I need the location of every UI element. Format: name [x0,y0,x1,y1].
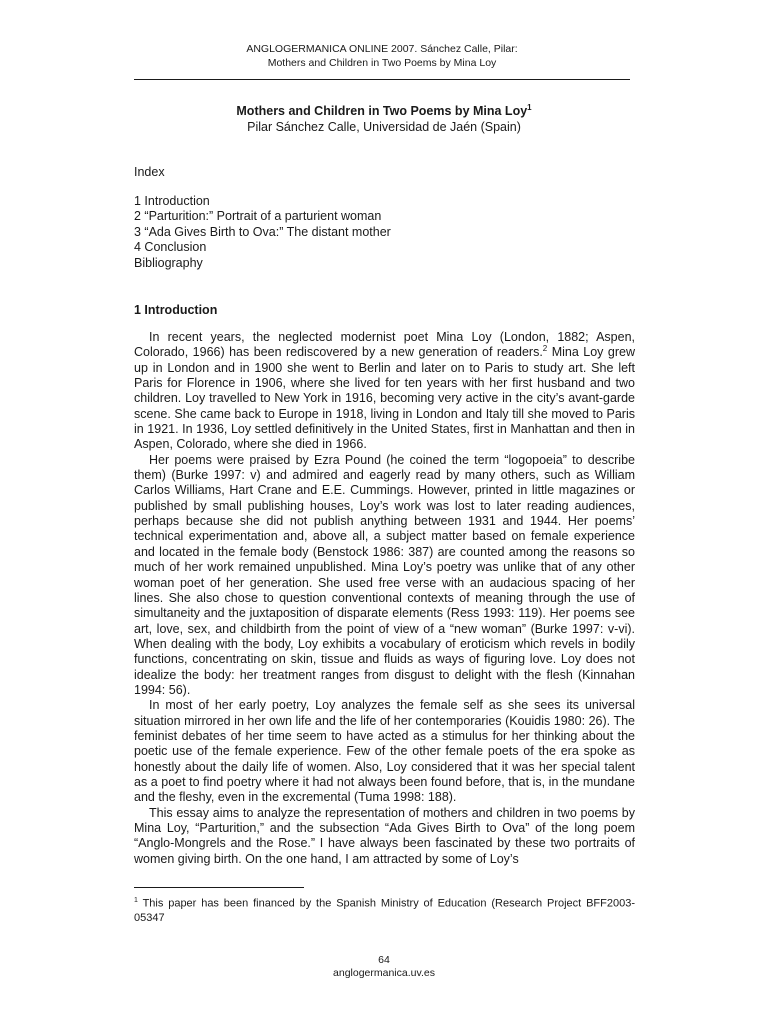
body-text [134,330,635,867]
footnote-number: 1 [134,897,138,904]
title-block [134,100,634,135]
toc-item: 3 “Ada Gives Birth to Ova:” The distant mother [134,224,391,239]
running-header [134,42,630,70]
header-rule [134,79,630,80]
footnote-1 [134,894,635,925]
section-heading: 1 Introduction [134,303,218,317]
table-of-contents [134,194,391,271]
toc-item: 1 Introduction [134,194,210,208]
page-footer [134,954,634,980]
paragraph-2: Her poems were praised by Ezra Pound (he coined the term “logopoeia” to describe them) (Burke 1997: v) and admired and eagerly read by many others, such as William Carlos Williams, Hart Crane and E.E. Cummings. However, printed in little magazines or published by small publishing houses, Loy’s work was lost to later reading audiences, perhaps because she did not publish anything between 1931 and 1944. Her poems’ technical experimentation and, above all, a subject matter based on female experience and located in the female body (Benstock 1986: 387) are counted among the reasons so much of her work remained unpublished. Mina Loy’s poetry was unlike that of any other woman poet of her generation. She used free verse with an audacious spacing of her lines. She also chose to question conventional contexts of meaning through the use of simultaneity and the juxtaposition of disparate elements (Ress 1993: 119). Her poems see art, love, sex, and childbirth from the point of view of a “new woman” (Burke 1997: v-vi). When dealing with the body, Loy exhibits a vocabulary of eroticism which revels in bodily functions, concentrating on skin, tissue and fluids as ways of figuring love. Loy does not idealize the body: her treatment ranges from disgust to delight with the flesh (Kinnahan 1994: 56). [134,452,635,697]
toc-item: 4 Conclusion [134,240,207,255]
footnote-rule [134,887,304,888]
index-heading: Index [134,165,165,179]
paragraph-1-text-b: Mina Loy grew up in London and in 1900 she went to Berlin and later on to Paris to study art. She left Paris for Florence in 1906, where she lived for ten years with her first husband and two children. Loy travelled to New York in 1916, becoming very active in the city’s avant-garde scene. She came back to Europe in 1918, living in London and Italy till she moved to Paris in 1921. In 1936, Loy settled definitively in the United States, first in Manhattan and then in Aspen, Colorado, where she died in 1966. [134,345,635,452]
paper-title-text: Mothers and Children in Two Poems by Mina Loy [236,104,528,119]
footer-site[interactable]: anglogermanica.uv.es [333,967,435,979]
page-number: 64 [378,954,390,966]
toc-item: 2 “Parturition:” Portrait of a parturient woman [134,209,382,224]
paragraph-1-text-a: In recent years, the neglected modernist poet Mina Loy (London, 1882; Aspen, Colorado, 1966) has been rediscovered by a new generation of readers. [134,330,635,360]
running-header-line-1: ANGLOGERMANICA ONLINE 2007. Sánchez Calle, Pilar: [246,43,518,55]
toc-item: Bibliography [134,255,203,270]
footnote-marker-2[interactable]: 2 [542,344,548,354]
paragraph-4: This essay aims to analyze the representation of mothers and children in two poems by Mina Loy, “Parturition,” and the subsection “Ada Gives Birth to Ova” of the long poem “Anglo-Mongrels and the Rose.” I have always been fascinated by these two portraits of women giving birth. On the one hand, I am attracted by some of Loy’s [134,805,635,866]
paragraph-1 [134,330,635,453]
paragraph-3: In most of her early poetry, Loy analyzes the female self as she sees its universal situation mirrored in her own life and the life of her contemporaries (Kouidis 1980: 26). The feminist debates of her time seem to have acted as a stimulus for her thinking about the poetic use of the female experience. Few of the other female poets of the era spoke as honestly about the daily life of women. Also, Loy considered that it was her special talent as a poet to find poetry where it had not always been found before, that is, in the mundane and the fleshy, even in the excremental (Tuma 1998: 188). [134,698,635,805]
title-footnote-marker[interactable]: 1 [527,103,532,112]
footnote-text: This paper has been financed by the Spanish Ministry of Education (Research Project BFF2003-05347 [134,897,635,924]
paper-title [134,100,634,119]
running-header-line-2: Mothers and Children in Two Poems by Mina Loy [267,57,497,69]
author-line: Pilar Sánchez Calle, Universidad de Jaén (Spain) [247,120,521,135]
